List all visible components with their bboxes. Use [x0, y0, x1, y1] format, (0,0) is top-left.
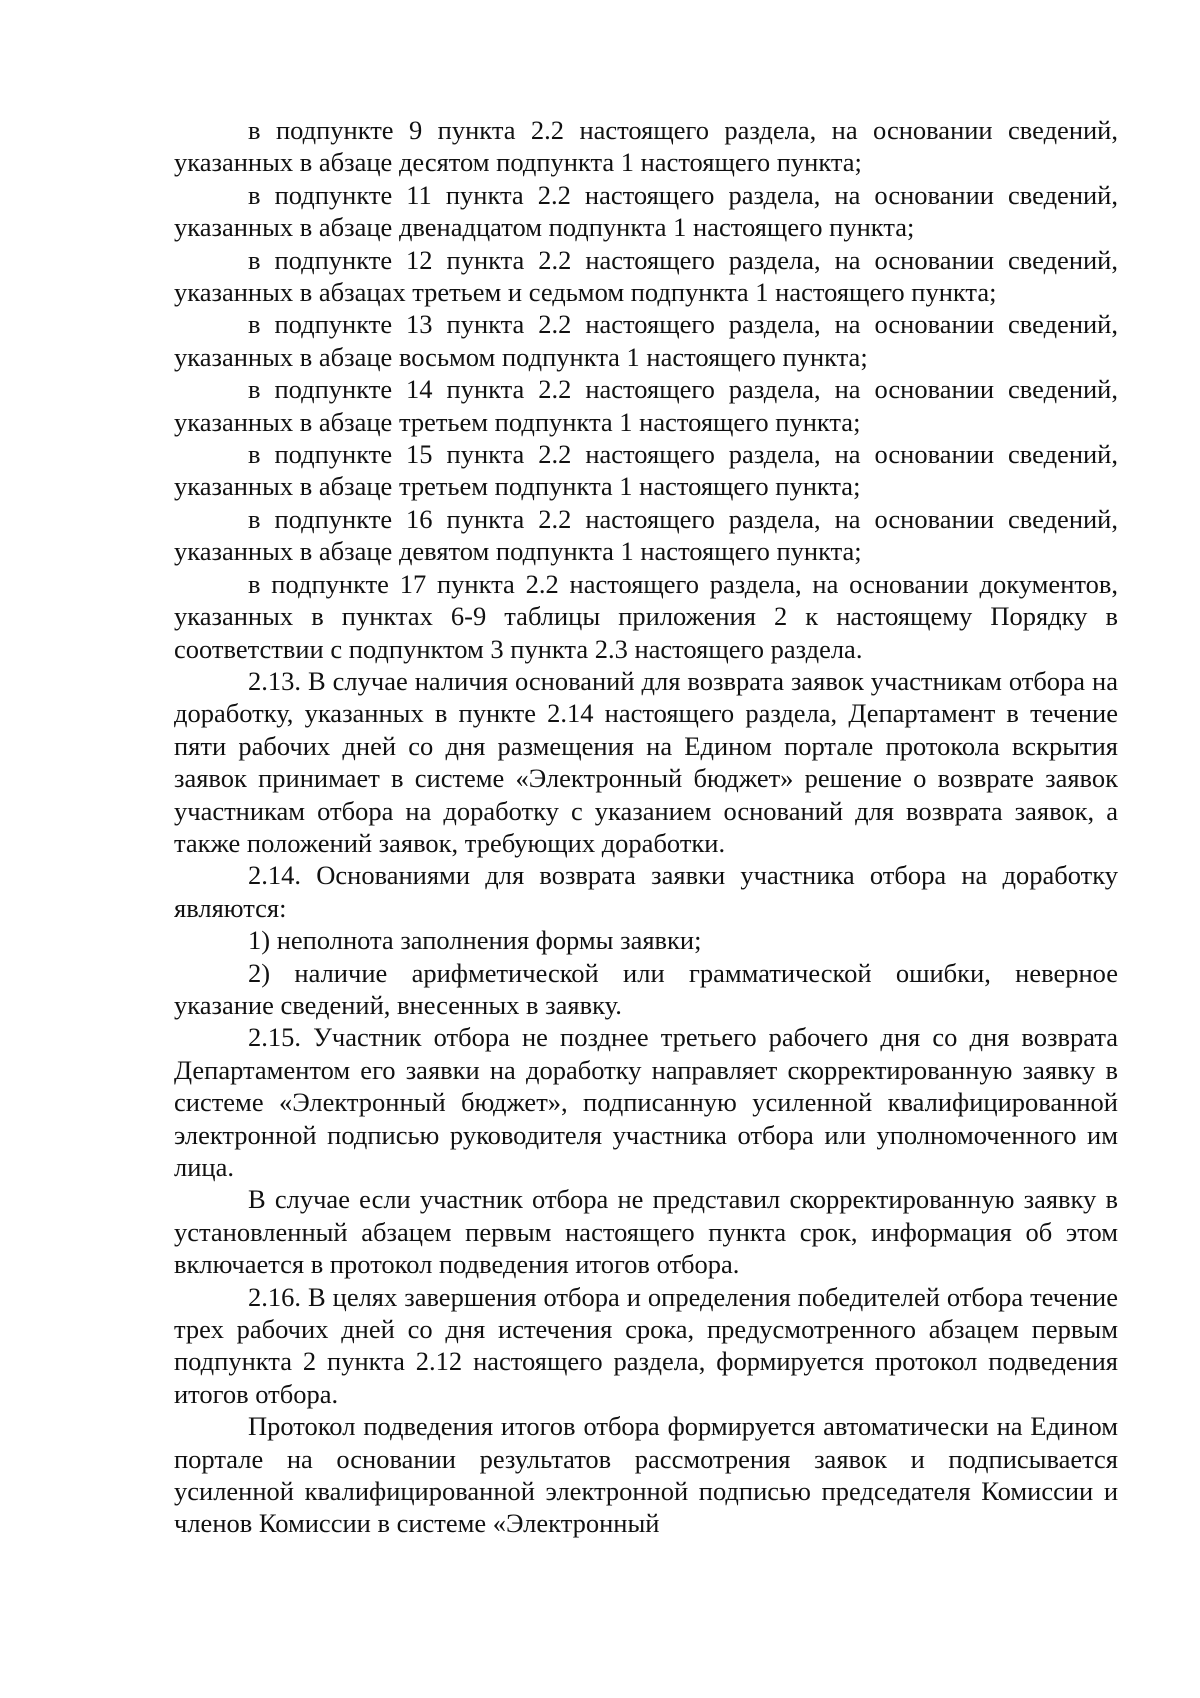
paragraph-clause-2-15: 2.15. Участник отбора не позднее третьего рабочего дня со дня возврата Департаментом его заявки на доработку направляет скорректированную заявку в системе «Электронный бюджет», подписанную усиленной квалифицированной электронной подписью руководителя участника отбора или уполномоченного им лица. — [174, 1022, 1118, 1182]
paragraph-subitem-16: в подпункте 16 пункта 2.2 настоящего раздела, на основании сведений, указанных в абзаце девятом подпункта 1 настоящего пункта; — [174, 503, 1118, 567]
paragraph-subitem-13: в подпункте 13 пункта 2.2 настоящего раздела, на основании сведений, указанных в абзаце восьмом подпункта 1 настоящего пункта; — [174, 309, 1118, 372]
paragraph-clause-2-14-item-2: 2) наличие арифметической или грамматической ошибки, неверное указание сведений, внесенных в заявку. — [174, 957, 1118, 1020]
paragraph-subitem-12: в подпункте 12 пункта 2.2 настоящего раздела, на основании сведений, указанных в абзацах третьем и седьмом подпункта 1 настоящего пункта; — [174, 244, 1118, 308]
document-page — [174, 114, 1118, 1540]
paragraph-clause-2-13: 2.13. В случае наличия оснований для возврата заявок участникам отбора на доработку, указанных в пункте 2.14 настоящего раздела, Департамент в течение пяти рабочих дней со дня размещения на Едином портале протокола вскрытия заявок принимает в системе «Электронный бюджет» решение о возврате заявок участникам отбора на доработку с указанием оснований для возврата заявок, а также положений заявок, требующих доработки. — [174, 665, 1118, 858]
paragraph-subitem-11: в подпункте 11 пункта 2.2 настоящего раздела, на основании сведений, указанных в абзаце двенадцатом подпункта 1 настоящего пункта; — [174, 179, 1118, 243]
paragraph-clause-2-14: 2.14. Основаниями для возврата заявки участника отбора на доработку являются: — [174, 860, 1118, 923]
paragraph-clause-2-16: 2.16. В целях завершения отбора и определения победителей отбора течение трех рабочих дней со дня истечения срока, предусмотренного абзацем первым подпункта 2 пункта 2.12 настоящего раздела, формируется протокол подведения итогов отбора. — [174, 1281, 1118, 1409]
paragraph-subitem-15: в подпункте 15 пункта 2.2 настоящего раздела, на основании сведений, указанных в абзаце третьем подпункта 1 настоящего пункта; — [174, 439, 1118, 502]
paragraph-subitem-17: в подпункте 17 пункта 2.2 настоящего раздела, на основании документов, указанных в пунктах 6-9 таблицы приложения 2 к настоящему Порядку в соответствии с подпунктом 3 пункта 2.3 настоящего раздела. — [174, 568, 1118, 664]
paragraph-clause-2-16-part-2: Протокол подведения итогов отбора формируется автоматически на Едином портале на основании результатов рассмотрения заявок и подписывается усиленной квалифицированной электронной подписью председателя Комиссии и членов Комиссии в системе «Электронный — [174, 1411, 1118, 1539]
paragraph-clause-2-14-item-1: 1) неполнота заполнения формы заявки; — [248, 925, 702, 956]
paragraph-subitem-14: в подпункте 14 пункта 2.2 настоящего раздела, на основании сведений, указанных в абзаце третьем подпункта 1 настоящего пункта; — [174, 374, 1118, 437]
paragraph-clause-2-15-part-2: В случае если участник отбора не представил скорректированную заявку в установленный абзацем первым настоящего пункта срок, информация об этом включается в протокол подведения итогов отбора. — [174, 1184, 1118, 1280]
paragraph-subitem-9: в подпункте 9 пункта 2.2 настоящего раздела, на основании сведений, указанных в абзаце десятом подпункта 1 настоящего пункта; — [174, 115, 1118, 178]
